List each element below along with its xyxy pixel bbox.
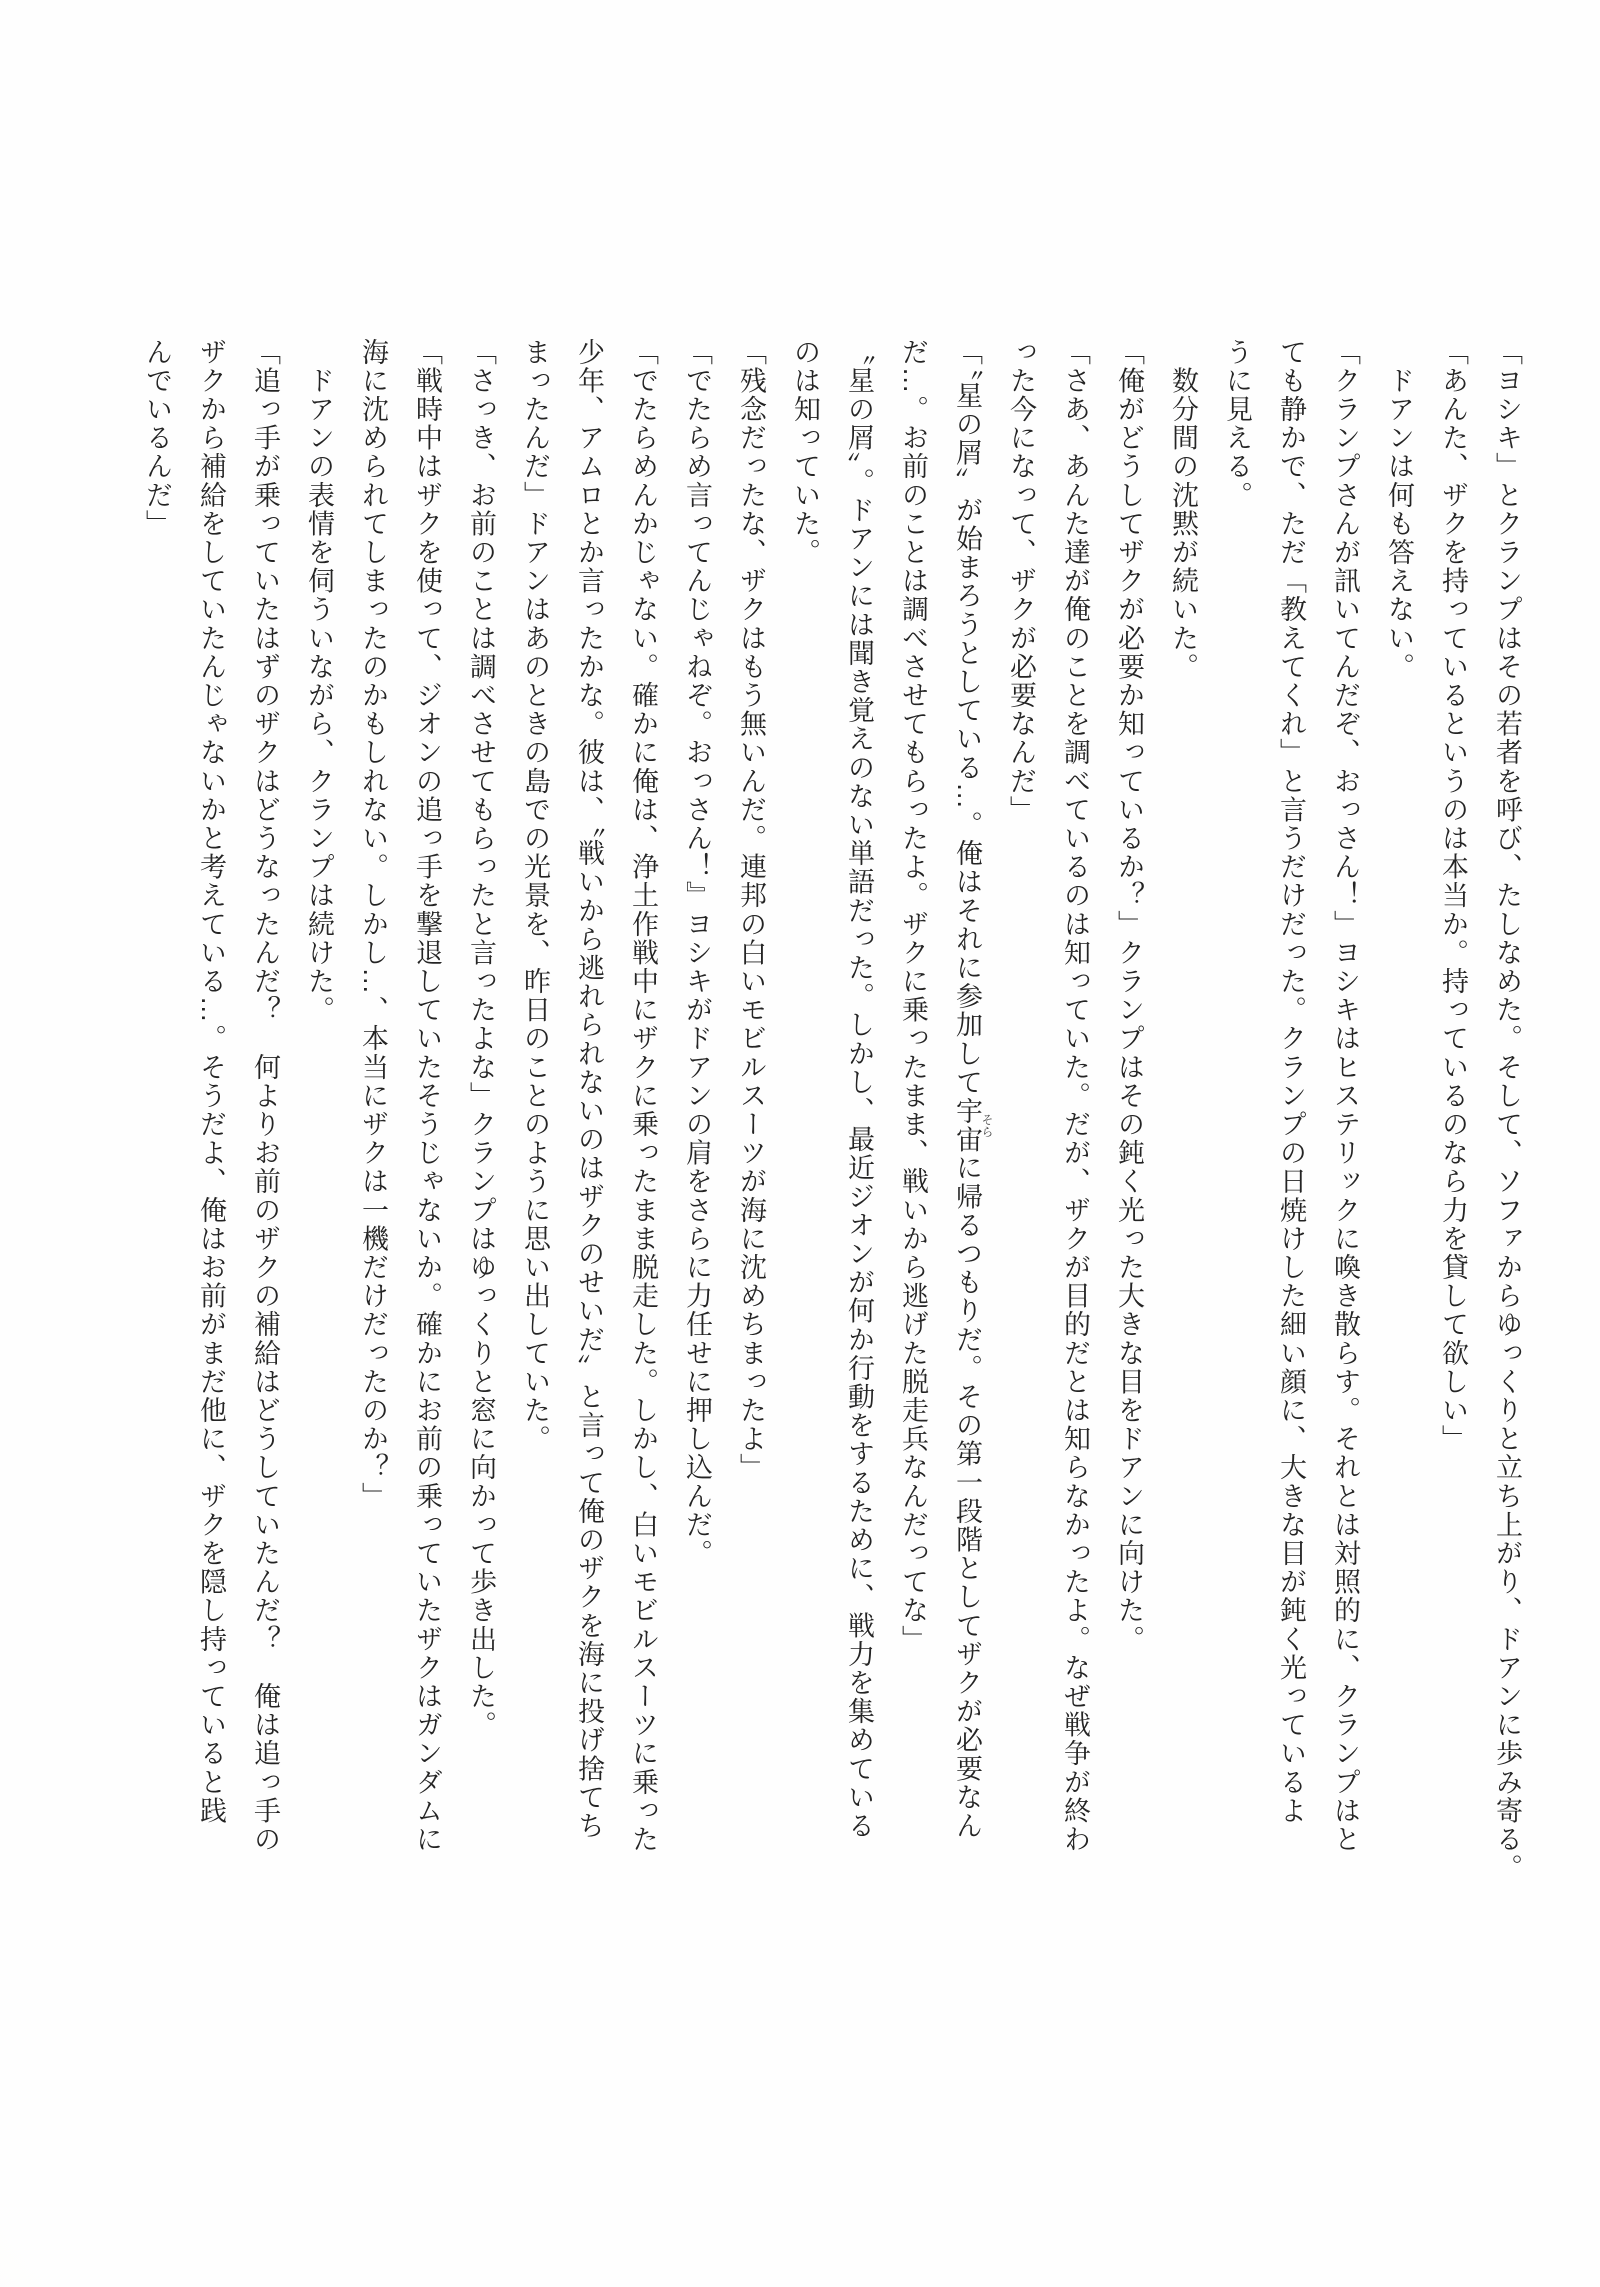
text-line: 「〝星の屑〟が始まろうとしている…。俺はそれに参加して宇宙そらに帰るつもりだ。その第一段階としてザクが必要なん <box>952 338 994 1841</box>
text-line: 「俺がどうしてザクが必要か知っているか？」クランプはその鈍く光った大きな目をドアンに向けた。 <box>1114 338 1144 1654</box>
text-line: 「あんた、ザクを持っているというのは本当か。持っているのなら力を貸して欲しい」 <box>1438 338 1468 1454</box>
text-line: まったんだ」ドアンはあのときの島での光景を、昨日のことのように思い出していた。 <box>520 338 550 1454</box>
text-line: 「残念だったな、ザクはもう無いんだ。連邦の白いモビルスーツが海に沈めちまったよ」 <box>736 338 766 1482</box>
text-line: うに見える。 <box>1222 338 1252 510</box>
text-line: ても静かで、ただ「教えてくれ」と言うだけだった。クランプの日焼けした細い顔に、大きな目が鈍く光っているよ <box>1276 338 1306 1826</box>
text-line: 「でたらめ言ってんじゃねぞ。おっさん！』ヨシキがドアンの肩をさらに力任せに押し込んだ。 <box>682 338 712 1568</box>
text-line: 「さっき、お前のことは調べさせてもらったと言ったよな」クランプはゆっくりと窓に向かって歩き出した。 <box>466 338 496 1740</box>
text-line: ドアンは何も答えない。 <box>1384 338 1414 682</box>
text-line: のは知っていた。 <box>790 338 820 567</box>
text-line: 数分間の沈黙が続いた。 <box>1168 338 1198 682</box>
text-line: 「クランプさんが訊いてんだぞ、おっさん！」ヨシキはヒステリックに喚き散らす。それとは対照的に、クランプはと <box>1330 338 1360 1854</box>
text-line: 「戦時中はザクを使って、ジオンの追っ手を撃退していたそうじゃないか。確かにお前の乗っていたザクはガンダムに <box>412 338 442 1854</box>
text-line: 「追っ手が乗っていたはずのザクはどうなったんだ？ 何よりお前のザクの補給はどうしていたんだ？ 俺は追っ手の <box>250 338 280 1854</box>
vertical-text-block <box>130 338 1534 1890</box>
text-line: だ…。お前のことは調べさせてもらったよ。ザクに乗ったまま、戦いから逃げた脱走兵なんだってな」 <box>898 338 928 1654</box>
text-line: 〝星の屑〟。ドアンには聞き覚えのない単語だった。しかし、最近ジオンが何か行動をするために、戦力を集めている <box>844 338 874 1841</box>
text-line: んでいるんだ」 <box>142 338 172 539</box>
text-line: 少年、アムロとか言ったかな。彼は、〝戦いから逃れられないのはザクのせいだ〟と言って俺のザクを海に投げ捨てち <box>574 338 604 1841</box>
text-line: ドアンの表情を伺ういながら、クランプは続けた。 <box>304 338 334 1025</box>
text-line: 「でたらめんかじゃない。確かに俺は、浄土作戦中にザクに乗ったまま脱走した。しかし、白いモビルスーツに乗った <box>628 338 658 1854</box>
text-line: ザクから補給をしていたんじゃないかと考えている…。そうだよ、俺はお前がまだ他に、ザクを隠し持っていると践 <box>196 338 226 1826</box>
text-line: った今になって、ザクが必要なんだ」 <box>1006 338 1036 825</box>
text-line: 「さあ、あんた達が俺のことを調べているのは知っていた。だが、ザクが目的だとは知らなかったよ。なぜ戦争が終わ <box>1060 338 1090 1854</box>
text-line: 「ヨシキ」とクランプはその若者を呼び、たしなめた。そして、ソファからゆっくりと立ち上がり、ドアンに歩み寄る。 <box>1492 338 1522 1883</box>
text-line: 海に沈められてしまったのかもしれない。しかし…、本当にザクは一機だけだったのか？」 <box>358 338 388 1511</box>
furigana-ruby: 宇宙そら <box>952 1096 994 1154</box>
